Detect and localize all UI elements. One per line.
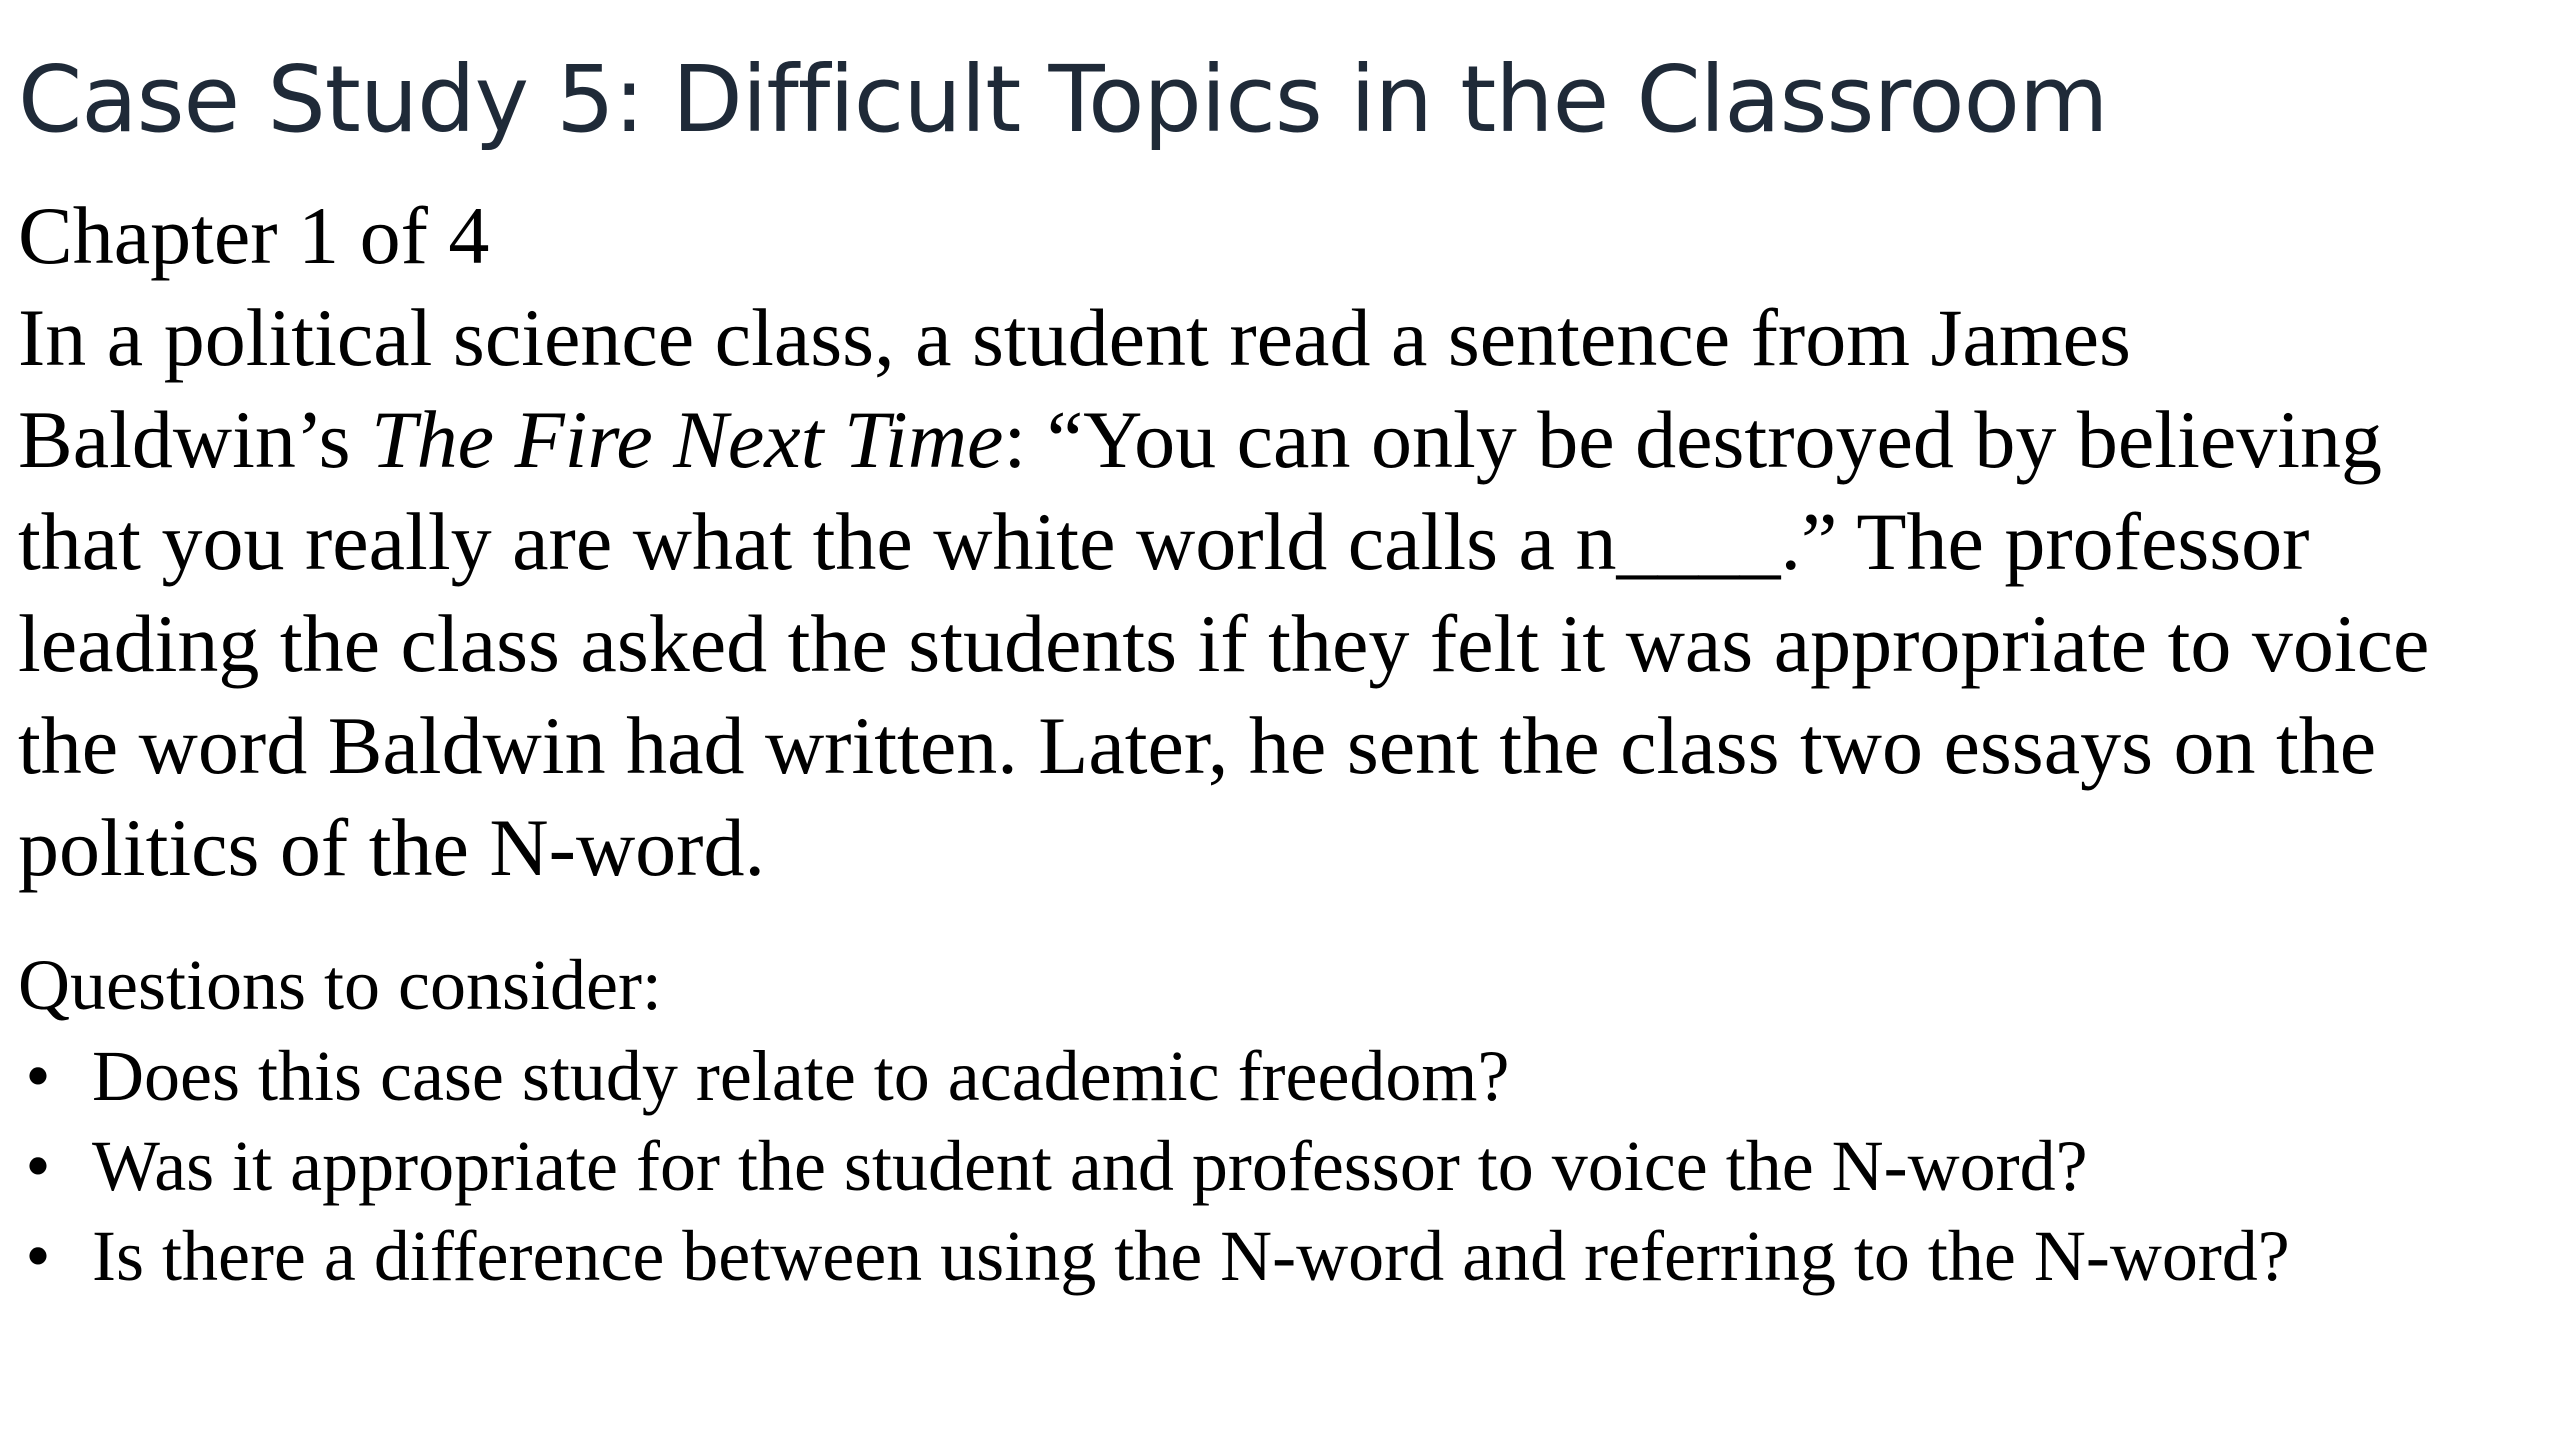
bullet-icon: • — [25, 1126, 51, 1206]
body-line-5: the word Baldwin had written. Later, he sent the class two essays on the — [18, 700, 2377, 791]
question-item — [18, 1031, 2548, 1121]
bullet-icon: • — [25, 1036, 51, 1116]
slide-title: Case Study 5: Difficult Topics in the Classroom — [18, 46, 2108, 153]
body-line-3: that you really are what the white world calls a n____.” The professor — [18, 496, 2310, 587]
body-line-2 — [18, 389, 2548, 491]
slide-content — [18, 185, 2548, 1301]
body-line-2-prefix: Baldwin’s — [18, 394, 372, 485]
question-item — [18, 1211, 2548, 1301]
questions-heading: Questions to consider: — [18, 945, 662, 1025]
question-text: Is there a difference between using the N-word and referring to the N-word? — [92, 1216, 2290, 1296]
question-text: Does this case study relate to academic freedom? — [92, 1036, 1510, 1116]
question-item — [18, 1121, 2548, 1211]
body-line-2-suffix: : “You can only be destroyed by believing — [1003, 394, 2383, 485]
bullet-icon: • — [25, 1216, 51, 1296]
case-description — [18, 287, 2548, 899]
book-title: The Fire Next Time — [371, 394, 1004, 485]
question-text: Was it appropriate for the student and professor to voice the N-word? — [92, 1126, 2088, 1206]
body-line-6: politics of the N-word. — [18, 802, 765, 893]
question-list — [18, 1031, 2548, 1301]
body-line-4: leading the class asked the students if they felt it was appropriate to voice — [18, 598, 2430, 689]
body-line-1: In a political science class, a student read a sentence from James — [18, 292, 2131, 383]
chapter-label: Chapter 1 of 4 — [18, 190, 490, 281]
